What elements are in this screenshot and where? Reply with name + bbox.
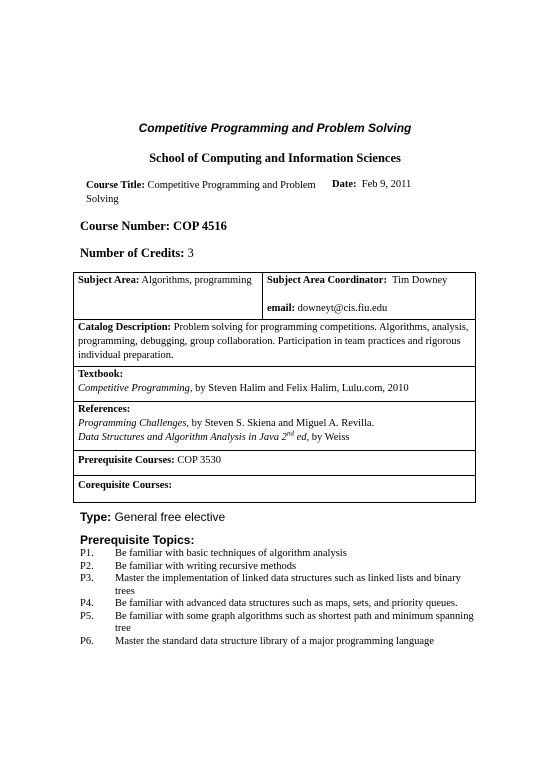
course-info-table	[73, 272, 476, 503]
textbook-details: , by Steven Halim and Felix Halim, Lulu.com, 2010	[189, 383, 409, 394]
course-title-label: Course Title:	[86, 180, 145, 191]
textbook-label: Textbook:	[78, 369, 124, 380]
course-title-value: Competitive Programming and Problem Solving	[86, 180, 316, 205]
prerequisite-courses-cell	[74, 451, 476, 476]
email-label: email:	[267, 303, 295, 314]
catalog-description-cell	[74, 320, 476, 367]
type-label: Type:	[80, 510, 112, 524]
coordinator-cell	[263, 273, 476, 320]
topic-text: Be familiar with basic techniques of algorithm analysis	[115, 548, 347, 559]
topic-text: Master the implementation of linked data structures such as linked lists and binary trees	[115, 573, 461, 597]
catalog-label: Catalog Description:	[78, 322, 172, 333]
course-number: Course Number: COP 4516	[80, 219, 227, 233]
date-label: Date:	[332, 179, 357, 190]
topic-number: P2.	[80, 560, 94, 572]
prerequisite-courses-label: Prerequisite Courses:	[78, 455, 175, 466]
credits-label: Number of Credits:	[80, 246, 185, 260]
number-of-credits	[80, 246, 194, 261]
topic-number: P6.	[80, 635, 94, 647]
coordinator-label: Subject Area Coordinator:	[267, 275, 387, 286]
topic-text: Be familiar with advanced data structures such as maps, sets, and priority queues.	[115, 598, 458, 609]
date-value: Feb 9, 2011	[361, 179, 412, 190]
coordinator-value: Tim Downey	[392, 275, 448, 286]
course-title	[86, 179, 326, 207]
prerequisite-courses-value: COP 3530	[177, 455, 222, 466]
subject-area-value: Algorithms, programming	[141, 275, 252, 286]
topic-text: Be familiar with some graph algorithms such as shortest path and minimum spanning tree	[115, 610, 474, 634]
list-item	[80, 561, 480, 574]
references-cell	[74, 402, 476, 451]
topic-text: Be familiar with writing recursive methods	[115, 560, 297, 572]
list-item	[80, 548, 480, 561]
credits-value: 3	[187, 246, 194, 260]
reference-2-superscript: nd	[286, 429, 294, 438]
subject-area-cell	[74, 273, 263, 320]
topic-number: P5.	[80, 610, 94, 622]
list-item	[80, 636, 480, 649]
document-title: Competitive Programming and Problem Solving	[138, 121, 412, 135]
reference-2-title-text: Data Structures and Algorithm Analysis in Java 2	[78, 432, 287, 443]
reference-1-details: by Steven S. Skiena and Miguel A. Revilla.	[189, 418, 375, 429]
prerequisite-topics-list	[80, 548, 480, 648]
corequisite-courses-label: Corequisite Courses:	[78, 480, 173, 491]
reference-2-title	[78, 429, 310, 443]
list-item	[80, 573, 480, 598]
textbook-title: Competitive Programming	[78, 383, 190, 394]
references-label: References:	[78, 404, 131, 415]
reference-1-title: Programming Challenges,	[78, 418, 190, 429]
course-type	[80, 510, 225, 524]
email-value: downeyt@cis.fiu.edu	[297, 303, 388, 314]
list-item	[80, 598, 480, 611]
topic-number: P3.	[80, 573, 94, 584]
topic-number: P4.	[80, 598, 94, 609]
list-item	[80, 611, 480, 636]
topic-number: P1.	[80, 548, 94, 559]
type-value: General free elective	[114, 510, 226, 524]
catalog-value: Problem solving for programming competitions. Algorithms, analysis, programming, debugging, group collaboration. Participation in team practices and rigorous individual preparation.	[78, 322, 469, 361]
subject-area-label: Subject Area:	[78, 275, 140, 286]
reference-2-edition: ed,	[293, 432, 310, 443]
topic-text: Master the standard data structure library of a major programming language	[115, 635, 434, 647]
textbook-cell	[74, 367, 476, 402]
school-name: School of Computing and Information Sciences	[149, 151, 401, 165]
corequisite-courses-cell	[74, 476, 476, 503]
reference-2-details: by Weiss	[309, 432, 350, 443]
prerequisite-topics-heading: Prerequisite Topics:	[80, 533, 195, 547]
course-date	[332, 179, 411, 190]
